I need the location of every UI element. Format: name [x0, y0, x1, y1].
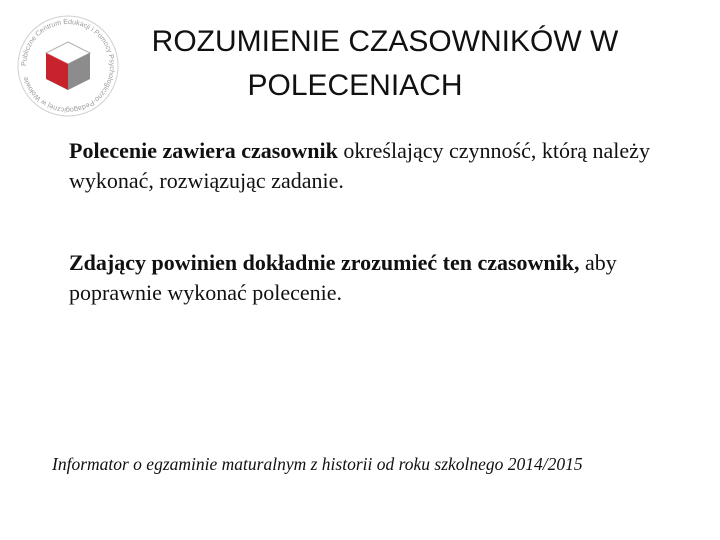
paragraph-1-bold: Polecenie zawiera czasownik: [69, 138, 338, 163]
title-line-1: ROZUMIENIE CZASOWNIKÓW W: [151, 25, 619, 58]
paragraph-1-text: określający czynność, którą należy wykonać, rozwiązując zadanie.: [69, 138, 650, 193]
paragraph-2-text: aby poprawnie wykonać polecenie.: [69, 250, 617, 305]
institution-logo: [14, 12, 122, 120]
title-line-2: POLECENIACH: [247, 69, 463, 102]
source-citation: Informator o egzaminie maturalnym z historii od roku szkolnego 2014/2015: [52, 454, 583, 474]
paragraph-2: [69, 248, 689, 308]
logo-cube-icon: [46, 42, 90, 90]
paragraph-2-bold: Zdający powinien dokładnie zrozumieć ten czasownik,: [69, 250, 580, 275]
paragraph-1: [69, 136, 689, 196]
page-title: [120, 20, 680, 108]
logo-ring-text: Publiczne Centrum Edukacji i Pomocy Psychologiczno-Pedagogicznej w Wołowie: [20, 18, 116, 114]
